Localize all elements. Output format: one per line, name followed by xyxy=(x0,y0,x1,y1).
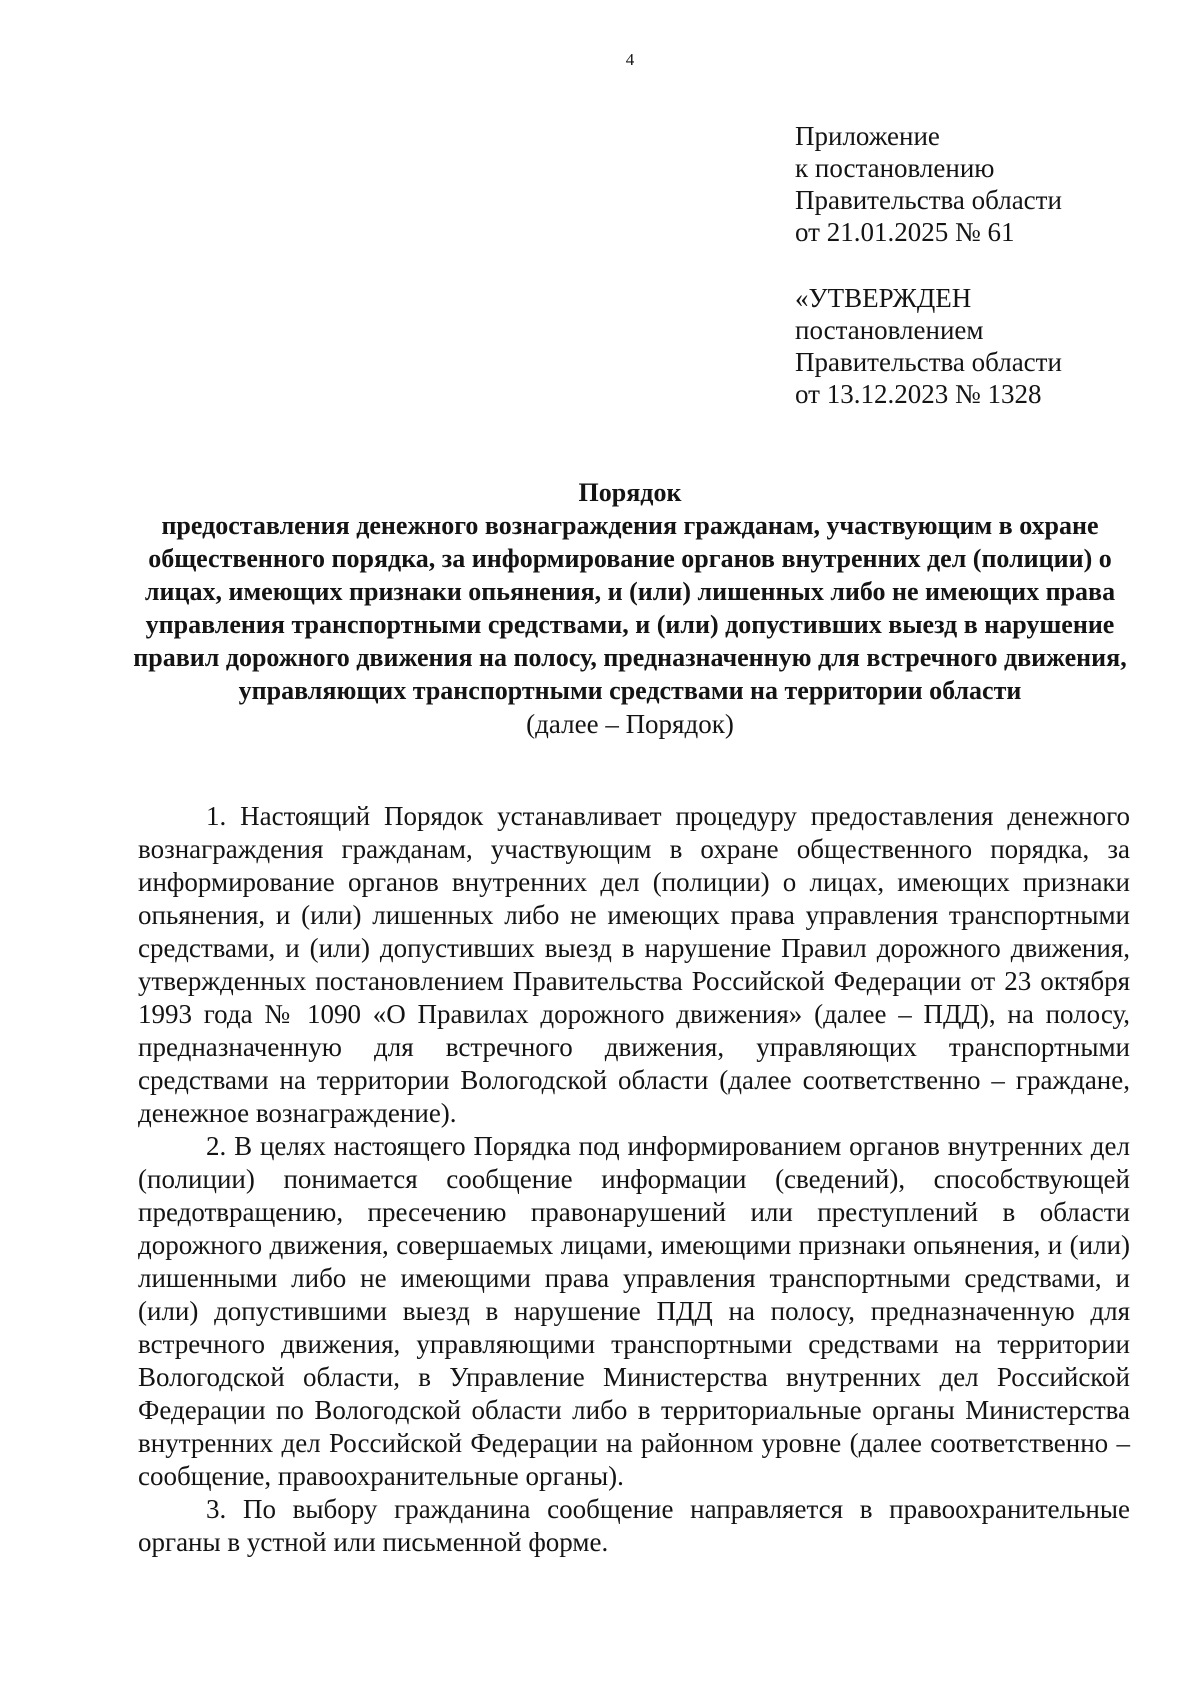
attachment-line: Правительства области xyxy=(795,185,1062,215)
paragraph-2: 2. В целях настоящего Порядка под информированием органов внутренних дел (полиции) понимается сообщение информации (сведений), способствующей предотвращению, пресечению правонарушений или преступлений в области дорожного движения, совершаемых лицами, имеющими признаки опьянения, и (или) лишенными либо не имеющими права управления транспортными средствами, и (или) допустившими выезд в нарушение ПДД на полосу, предназначенную для встречного движения, управляющими транспортными средствами на территории Вологодской области, в Управление Министерства внутренних дел Российской Федерации по Вологодской области либо в территориальные органы Министерства внутренних дел Российской Федерации на районном уровне (далее соответственно – сообщение, правоохранительные органы). xyxy=(138,1131,1130,1491)
document-short-name: (далее – Порядок) xyxy=(526,709,734,739)
document-heading xyxy=(130,476,1130,741)
approval-line: постановлением xyxy=(795,315,984,345)
attachment-block xyxy=(795,120,1062,248)
document-title: Порядок xyxy=(578,478,682,507)
approval-block xyxy=(795,282,1062,410)
paragraph-1: 1. Настоящий Порядок устанавливает процедуру предоставления денежного вознаграждения гражданам, участвующим в охране общественного порядка, за информирование органов внутренних дел (полиции) о лицах, имеющих признаки опьянения, и (или) лишенных либо не имеющих права управления транспортными средствами, и (или) допустивших выезд в нарушение Правил дорожного движения, утвержденных постановлением Правительства Российской Федерации от 23 октября 1993 года № 1090 «О Правилах дорожного движения» (далее – ПДД), на полосу, предназначенную для встречного движения, управляющих транспортными средствами на территории Вологодской области (далее соответственно – граждане, денежное вознаграждение). xyxy=(138,801,1130,1128)
paragraph-3: 3. По выбору гражданина сообщение направляется в правоохранительные органы в устной или письменной форме. xyxy=(138,1494,1130,1557)
approval-line: от 13.12.2023 № 1328 xyxy=(795,379,1042,409)
approval-line: Правительства области xyxy=(795,347,1062,377)
attachment-line: к постановлению xyxy=(795,153,995,183)
attachment-line: Приложение xyxy=(795,121,940,151)
page-number: 4 xyxy=(625,50,635,69)
document-subtitle: предоставления денежного вознаграждения гражданам, участвующим в охране общественного порядка, за информирование органов внутренних дел (полиции) о лицах, имеющих признаки опьянения, и (или) лишенных либо не имеющих права управления транспортными средствами, и (или) допустивших выезд в нарушение правил дорожного движения на полосу, предназначенную для встречного движения, управляющих транспортными средствами на территории области xyxy=(133,511,1127,705)
attachment-line: от 21.01.2025 № 61 xyxy=(795,217,1015,247)
approval-line: «УТВЕРЖДЕН xyxy=(795,283,972,313)
document-body xyxy=(138,800,1130,1559)
